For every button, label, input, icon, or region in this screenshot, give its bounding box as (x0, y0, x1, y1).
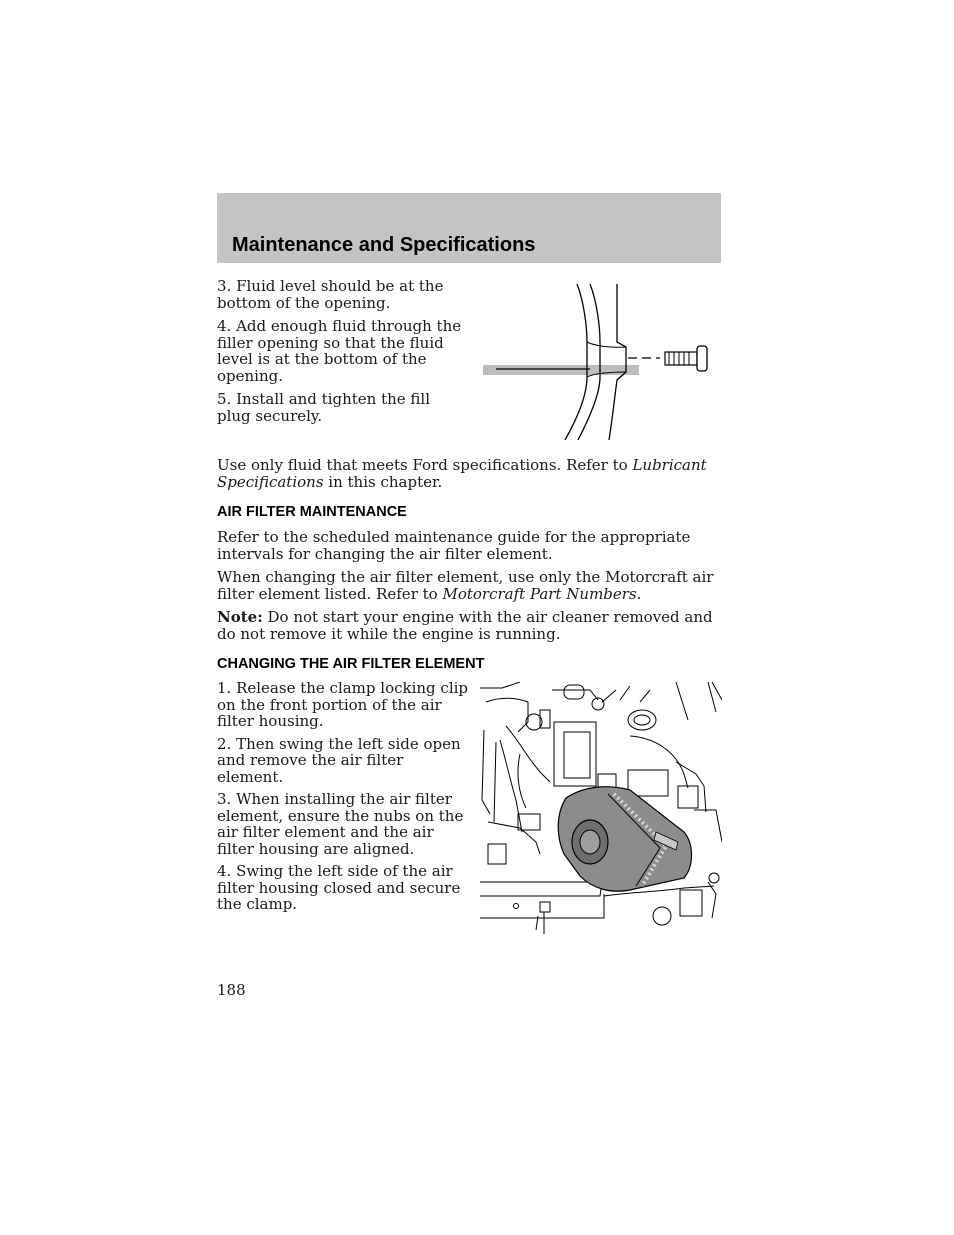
engine-air-filter-illustration (480, 682, 722, 934)
air-filter-housing (558, 787, 691, 892)
fluid-note-text: Use only fluid that meets Ford specifications. Refer to (217, 456, 633, 474)
air-filter-step-3: 3. When installing the air filter element, ensure the nubs on the air filter element and the air filter housing are aligned. (217, 790, 464, 858)
page-number: 188 (217, 981, 246, 999)
air-filter-interval-paragraph: Refer to the scheduled maintenance guide for the appropriate intervals for changing the air filter element. (217, 528, 691, 563)
air-filter-steps-list (217, 680, 471, 913)
section-header-band (217, 193, 721, 263)
fill-steps-list (217, 278, 467, 424)
motorcraft-part-numbers-reference: Motorcraft Part Numbers (442, 584, 637, 603)
page-title: Maintenance and Specifications (232, 234, 536, 256)
fluid-level-band (483, 365, 639, 375)
fill-plug-bolt (665, 346, 707, 371)
fill-step-5: 5. Install and tighten the fill plug securely. (217, 390, 431, 425)
engine-note (217, 609, 721, 642)
motorcraft-text-end: . (636, 584, 642, 603)
fill-step-3: 3. Fluid level should be at the bottom of the opening. (217, 277, 444, 312)
changing-air-filter-heading: CHANGING THE AIR FILTER ELEMENT (217, 656, 485, 672)
motorcraft-text: When changing the air filter element, use only the Motorcraft air filter element listed. Refer to (217, 568, 714, 603)
note-text: Do not start your engine with the air cleaner removed and do not remove it while the engine is running. (217, 608, 713, 643)
air-filter-maintenance-body (217, 529, 721, 642)
fluid-spec-note (217, 457, 721, 490)
air-filter-maintenance-heading: AIR FILTER MAINTENANCE (217, 504, 407, 520)
motorcraft-paragraph (217, 569, 721, 602)
lubricant-spec-reference: Lubricant Specifications (217, 456, 707, 491)
fill-plug-illustration (480, 282, 720, 442)
fill-step-4: 4. Add enough fluid through the filler opening so that the fluid level is at the bottom of the opening. (217, 317, 462, 385)
note-label: Note: (217, 608, 263, 626)
air-filter-step-1: 1. Release the clamp locking clip on the front portion of the air filter housing. (217, 679, 469, 730)
air-filter-step-4: 4. Swing the left side of the air filter housing closed and secure the clamp. (217, 862, 461, 913)
fluid-note-suffix: in this chapter. (323, 472, 443, 491)
air-filter-step-2: 2. Then swing the left side open and remove the air filter element. (217, 734, 461, 786)
